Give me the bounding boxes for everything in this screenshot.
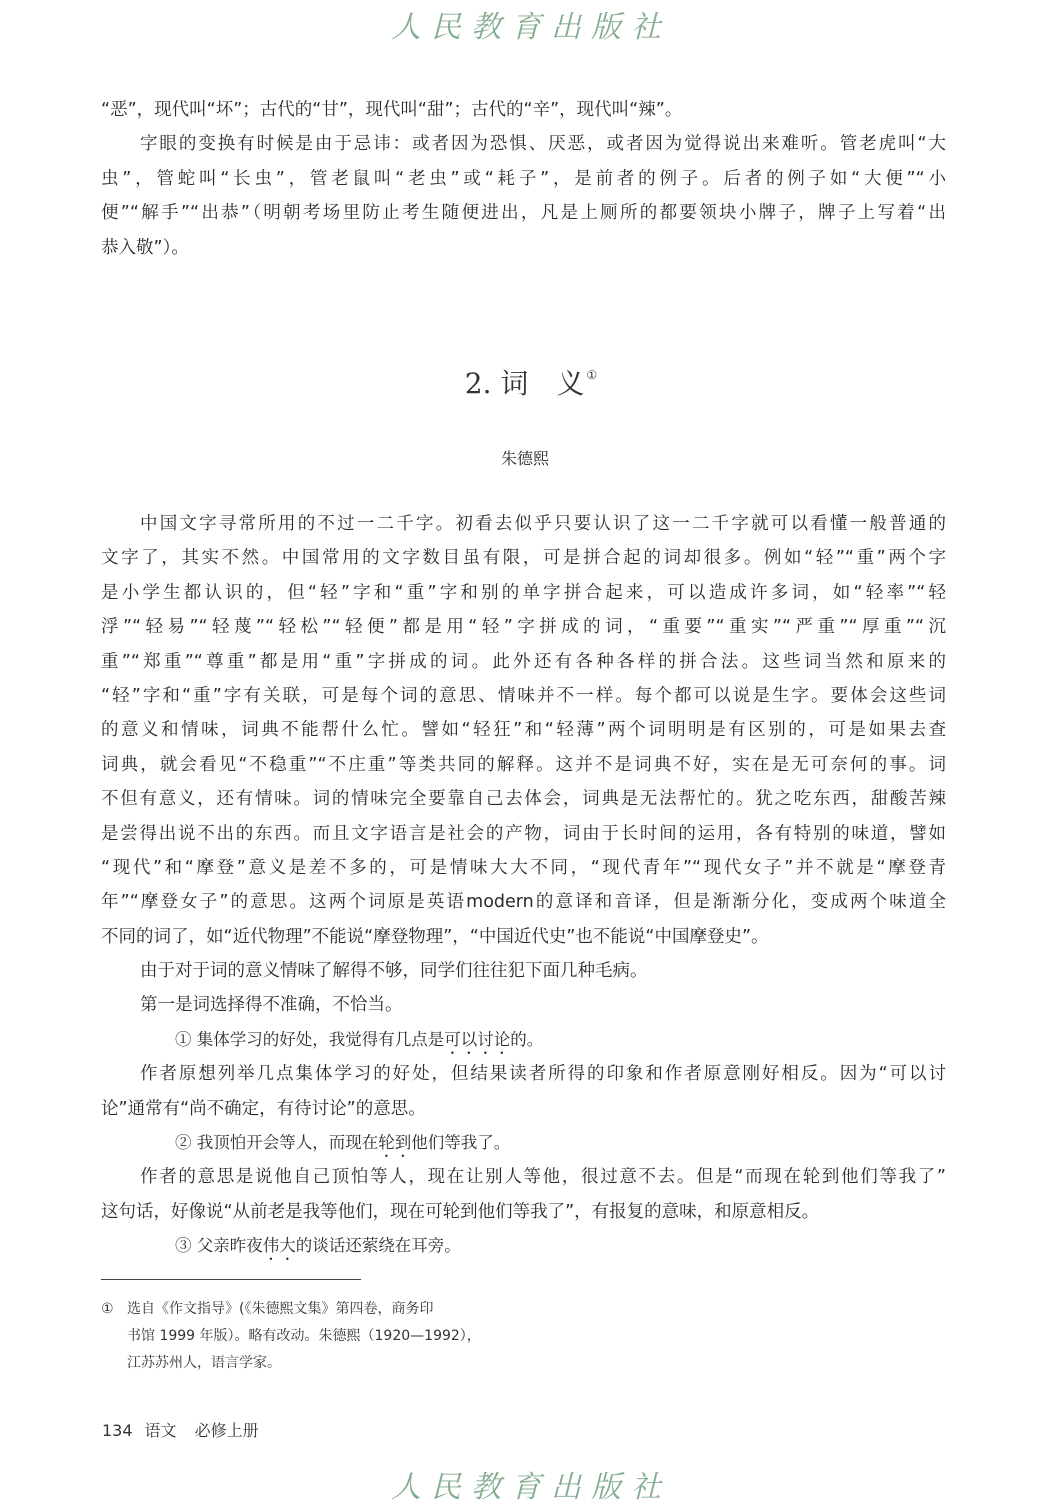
example-text: 集体学习的好处，我觉得有几点是 (196, 1029, 445, 1049)
text-line: 作者原想列举几点集体学习的好处，但结果读者所得的印象和作者原意刚好相反。因为“可以讨 (140, 1064, 946, 1085)
text-line: 第一是词选择得不准确，不恰当。 (140, 995, 403, 1016)
text-line: 年”“摩登女子”的意思。这两个词原是英语modern的意译和音译，但是渐渐分化，变成两个味道全 (101, 892, 946, 913)
text-line: 重”“郑重”“尊重”都是用“重”字拼成的词。此外还有各种各样的拼合法。这些词当然和原来的 (101, 651, 946, 672)
text-line: 恭入敬”）。 (101, 237, 189, 258)
page-footer (102, 1418, 271, 1441)
footnote-reference[interactable]: ① (586, 368, 598, 382)
subject-label: 语文 (144, 1421, 177, 1440)
publisher-watermark-bottom: 人民教育出版社 (391, 1470, 671, 1505)
text-line: 浮”“轻易”“轻蔑”“轻松”“轻便”都是用“轻”字拼成的词，“重要”“重实”“严重”“厚重”“沉 (101, 617, 946, 638)
text-line: 词典，就会看见“不稳重”“不庄重”等类共同的解释。这并不是词典不好，实在是无可奈何的事。词 (101, 754, 946, 775)
example-sentence (101, 1023, 946, 1057)
text-line: 的意义和情味，词典不能帮什么忙。譬如“轻狂”和“轻薄”两个词明明是有区别的，可是如果去查 (101, 720, 946, 741)
example-number: ② (175, 1133, 192, 1153)
example-text: 的。 (510, 1029, 544, 1049)
footnote (101, 1296, 481, 1377)
text-line: “恶”，现代叫“坏”；古代的“甘”，现代叫“甜”；古代的“辛”，现代叫“辣”。 (101, 100, 683, 120)
example-number: ③ (175, 1236, 192, 1256)
footnote-number: ① (101, 1301, 114, 1317)
footnote-divider (101, 1279, 361, 1280)
text-line: 这句话，好像说“从前老是我等他们，现在可轮到他们等我了”，有报复的意味，和原意相反。 (101, 1201, 820, 1222)
text-line: 便”“解手”“出恭”（明朝考场里防止考生随便进出，凡是上厕所的都要领块小牌子，牌子上写着“出 (101, 203, 946, 224)
example-text: 的谈话还萦绕在耳旁。 (295, 1236, 461, 1256)
text-line: “轻”字和“重”字有关联，可是每个词的意思、情味并不一样。每个都可以说是生字。要体会这些词 (101, 685, 946, 706)
example-text: 父亲昨夜 (196, 1236, 263, 1256)
article-title (0, 362, 1062, 402)
text-line: 文字了，其实不然。中国常用的文字数目虽有限，可是拼合起的词却很多。例如“轻”“重”两个字 (101, 548, 946, 569)
text-line: 由于对于词的意义情味了解得不够，同学们往往犯下面几种毛病。 (140, 961, 648, 982)
example-sentence (101, 1229, 946, 1263)
emphasized-words: 伟大 (262, 1236, 296, 1256)
footnote-line: 书馆 1999 年版）。略有改动。朱德熙（1920—1992）， (127, 1328, 481, 1344)
text-line: 虫”，管蛇叫“长虫”，管老鼠叫“老虫”或“耗子”，是前者的例子。后者的例子如“大便”“小 (101, 168, 946, 189)
text-line: 是尝得出说不出的东西。而且文字语言是社会的产物，词由于长时间的运用，各有特别的味道，譬如 (101, 823, 946, 844)
article-author: 朱德熙 (500, 449, 549, 468)
footnote-line: 选自《作文指导》(《朱德熙文集》第四卷，商务印 (127, 1301, 434, 1317)
footnote-line: 江苏苏州人，语言学家。 (127, 1355, 281, 1371)
emphasized-words: 可以讨论 (444, 1029, 511, 1049)
emphasized-words: 轮到 (378, 1133, 412, 1153)
example-text: 我顶怕开会等人，而现在 (196, 1133, 379, 1153)
publisher-watermark-top: 人民教育出版社 (391, 10, 671, 45)
volume-label: 必修上册 (194, 1421, 259, 1440)
text-line: 不但有意义，还有情味。词的情味完全要靠自己去体会，词典是无法帮忙的。犹之吃东西，甜酸苦辣 (101, 789, 946, 810)
text-line: 是小学生都认识的，但“轻”字和“重”字和别的单字拼合起来，可以造成许多词，如“轻率”“轻 (101, 582, 946, 603)
text-line: “现代”和“摩登”意义是差不多的，可是情味大大不同，“现代青年”“现代女子”并不就是“摩登青 (101, 857, 946, 878)
article-body (101, 507, 946, 1264)
example-sentence (101, 1126, 946, 1160)
text-line: 作者的意思是说他自己顶怕等人，现在让别人等他，很过意不去。但是“而现在轮到他们等我了” (140, 1167, 946, 1188)
example-number: ① (175, 1029, 192, 1049)
text-line: 中国文字寻常所用的不过一二千字。初看去似乎只要认识了这一二千字就可以看懂一般普通的 (140, 514, 946, 534)
text-line: 论”通常有“尚不确定，有待讨论”的意思。 (101, 1098, 426, 1119)
previous-section-text (101, 93, 946, 265)
page-number: 134 (102, 1421, 133, 1440)
example-text: 他们等我了。 (411, 1133, 511, 1153)
text-line: 字眼的变换有时候是由于忌讳：或者因为恐惧、厌恶，或者因为觉得说出来难听。管老虎叫“大 (140, 134, 946, 155)
title-text: 2. 词 义 (464, 367, 585, 400)
text-line: 不同的词了，如“近代物理”不能说“摩登物理”，“中国近代史”也不能说“中国摩登史”。 (101, 926, 769, 947)
